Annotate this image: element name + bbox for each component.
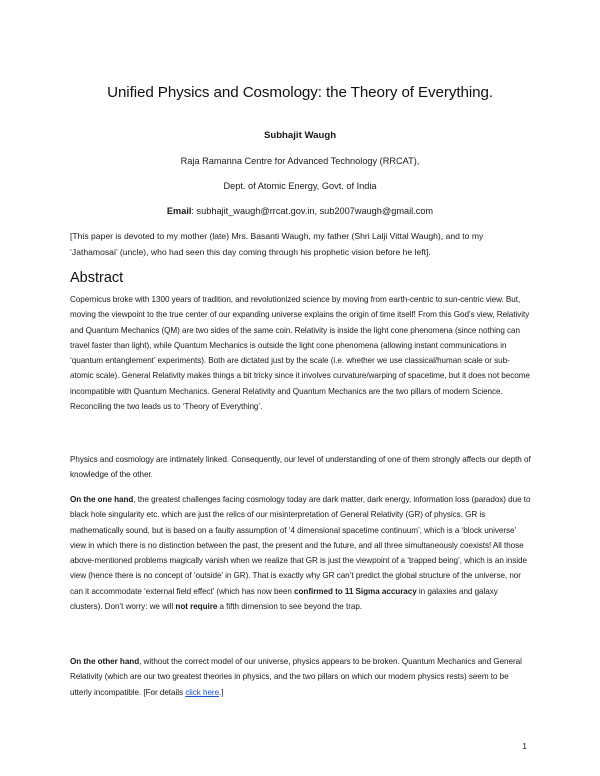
paragraph-3-text-a: , the greatest challenges facing cosmology today are dark matter, dark energy, information loss (paradox) due to black hole singularity etc. which are just the relics of our misinterpretation of General Relativity (GR) of physics. GR is mathematically sound, but is based on a faulty assumption of ‘4 dimensional spacetime continuum’, which is a ‘block universe’ view in which there is no distinction between the past, the present and the future, and all three simultaneously coexists! All those above-mentioned problems magically vanish when we realize that GR is just the viewpoint of a ‘trapped being’, which is an inside view (hence there is no concept of ‘outside’ in GR). That is exactly why GR can’t predict the global structure of the universe, nor can it accommodate ‘external field effect’ (which has now been [70,495,531,596]
paragraph-3-lead: On the one hand [70,495,134,504]
paragraph-4-text-b: .] [219,687,224,697]
paragraph-3-emphasis-2: not require [175,602,218,612]
affiliation-line-2: Dept. of Atomic Energy, Govt. of India [223,181,377,191]
abstract-paragraph-2: Physics and cosmology are intimately linked. Consequently, our level of understanding of one of them strongly affects our depth of knowledge of the other. [70,455,531,480]
email-label: Email [166,206,192,216]
paragraph-3-text-c: a fifth dimension to see beyond the trap. [217,602,362,612]
paragraph-3-text-b: in galaxies and galaxy clusters). Don’t worry: we will [70,586,498,612]
author-name: Subhajit Waugh [263,130,337,141]
paragraph-4-lead: On the other hand [70,657,140,666]
paragraph-3-emphasis-1: confirmed to 11 Sigma accuracy [294,586,417,596]
abstract-paragraph-3 [70,492,532,614]
email-line [0,206,600,216]
dedication-text: [This paper is devoted to my mother (late) Mrs. Basanti Waugh, my father (Shri Lalji Vittal Waugh), and to my ‘Jathamosai’ (uncle), who had seen this day coming through his prophetic vision before he left]. [70,231,484,257]
abstract-paragraph-1: Copernicus broke with 1300 years of tradition, and revolutionized science by moving from earth-centric to sun-centric view. But, moving the viewpoint to the true center of our expanding universe explains the origin of time itself! From this God’s view, Relativity and Quantum Mechanics (QM) are two sides of the same coin. Relativity is inside the light cone phenomena (since nothing can travel faster than light), while Quantum Mechanics is outside the light cone phenomena (allowing instant communications in ‘quantum entanglement’ experiments). Both are dictated just by the scale (i.e. whether we use classical/human scale or sub-atomic scale). General Relativity makes things a bit tricky since it involves curvature/warping of spacetime, but it does not become incompatible with Quantum Mechanics. General Relativity and Quantum Mechanics are the two pillars of modern Science. Reconciling the two leads us to ‘Theory of Everything’. [70,295,530,412]
abstract-heading: Abstract [70,270,124,286]
page-number: 1 [522,741,527,751]
paper-title: Unified Physics and Cosmology: the Theory of Everything. [107,84,493,101]
email-value: : subhajit_waugh@rrcat.gov.in, sub2007waugh@gmail.com [191,206,434,216]
click-here-link[interactable]: click here [185,687,220,697]
affiliation-line-1: Raja Ramanna Centre for Advanced Technology (RRCAT), [180,156,420,166]
abstract-paragraph-4 [70,654,532,700]
paragraph-4-text-a: , without the correct model of our universe, physics appears to be broken. Quantum Mechanics and General Relativity (which are our two greatest theories in physics, and the two pillars on which our modern physics rests) seem to be utterly incompatible. [For details [70,657,522,697]
